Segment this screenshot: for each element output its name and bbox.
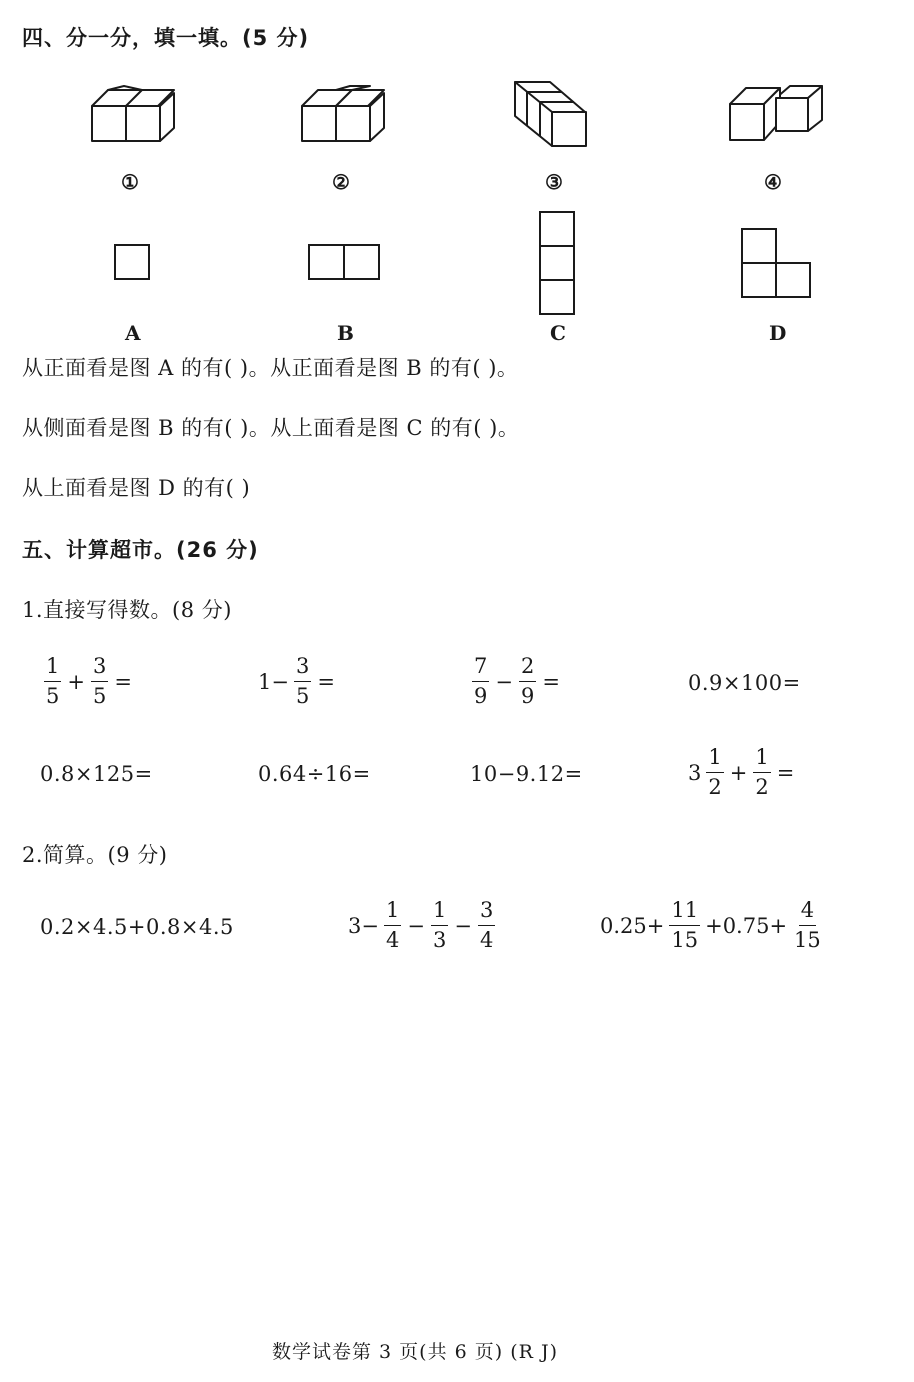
numerator: 7 <box>472 656 489 682</box>
numerator: 3 <box>91 656 108 682</box>
numerator: 2 <box>519 656 536 682</box>
denominator: 4 <box>385 928 400 952</box>
denominator: 2 <box>708 775 722 799</box>
figure-label-2: ② <box>332 170 350 194</box>
operator: − <box>454 913 472 938</box>
numerator: 3 <box>294 656 311 682</box>
numerator: 1 <box>706 747 723 773</box>
question-side-top-views: 从侧面看是图 B 的有( )。从上面看是图 C 的有( )。 <box>22 416 520 440</box>
operator: − <box>407 913 425 938</box>
view-d-shape <box>0 0 914 340</box>
expr-prefix: 0.25+ <box>600 913 665 938</box>
expr-prefix: 3− <box>348 913 379 938</box>
denominator: 4 <box>479 928 494 952</box>
numerator: 1 <box>753 747 770 773</box>
denominator: 5 <box>46 684 60 708</box>
denominator: 9 <box>520 684 535 708</box>
simplify-2 <box>348 900 497 951</box>
part2-title: 2.简算。(9 分) <box>22 843 168 867</box>
view-label-c: C <box>550 321 566 345</box>
equals: = <box>776 760 795 785</box>
expr-r1-2 <box>258 656 336 707</box>
numerator: 1 <box>431 900 448 926</box>
whole-number: 3 <box>688 760 702 785</box>
section4-title: 四、分一分，填一填。(5 分) <box>22 26 310 50</box>
expr-r2-3: 10−9.12= <box>470 762 583 786</box>
numerator: 11 <box>669 900 700 926</box>
expr-middle: +0.75+ <box>705 913 788 938</box>
operator: + <box>729 760 748 785</box>
operator: − <box>495 669 513 694</box>
figure-label-1: ① <box>121 170 139 194</box>
equals: = <box>317 669 335 694</box>
expr-r2-4 <box>688 747 795 798</box>
denominator: 5 <box>92 684 107 708</box>
denominator: 5 <box>295 684 310 708</box>
expr-r1-1 <box>42 656 133 707</box>
question-top-view-d: 从上面看是图 D 的有( ) <box>22 476 251 500</box>
simplify-3 <box>600 900 825 951</box>
denominator: 15 <box>794 928 821 952</box>
equals: = <box>542 669 560 694</box>
numerator: 1 <box>384 900 401 926</box>
numerator: 4 <box>799 900 816 926</box>
figure-label-3: ③ <box>545 170 563 194</box>
view-label-d: D <box>769 321 787 345</box>
numerator: 1 <box>44 656 61 682</box>
denominator: 15 <box>671 928 699 952</box>
denominator: 2 <box>755 775 769 799</box>
numerator: 3 <box>478 900 495 926</box>
expr-r1-3 <box>470 656 561 707</box>
operator: + <box>67 669 85 694</box>
equals: = <box>114 669 132 694</box>
simplify-1: 0.2×4.5+0.8×4.5 <box>40 915 234 939</box>
expr-r2-2: 0.64÷16= <box>258 762 371 786</box>
page-footer: 数学试卷第 3 页(共 6 页) (R J) <box>272 1341 558 1363</box>
denominator: 9 <box>474 684 488 708</box>
question-front-views: 从正面看是图 A 的有( )。从正面看是图 B 的有( )。 <box>22 356 519 380</box>
expr-r1-4: 0.9×100= <box>688 671 801 695</box>
part1-title: 1.直接写得数。(8 分) <box>22 598 232 622</box>
view-label-a: A <box>125 321 141 345</box>
denominator: 3 <box>432 928 447 952</box>
section5-title: 五、计算超市。(26 分) <box>22 538 259 562</box>
expr-r2-1: 0.8×125= <box>40 762 153 786</box>
expr-prefix: 1− <box>258 669 289 694</box>
figure-label-4: ④ <box>764 170 782 194</box>
view-label-b: B <box>337 321 354 345</box>
